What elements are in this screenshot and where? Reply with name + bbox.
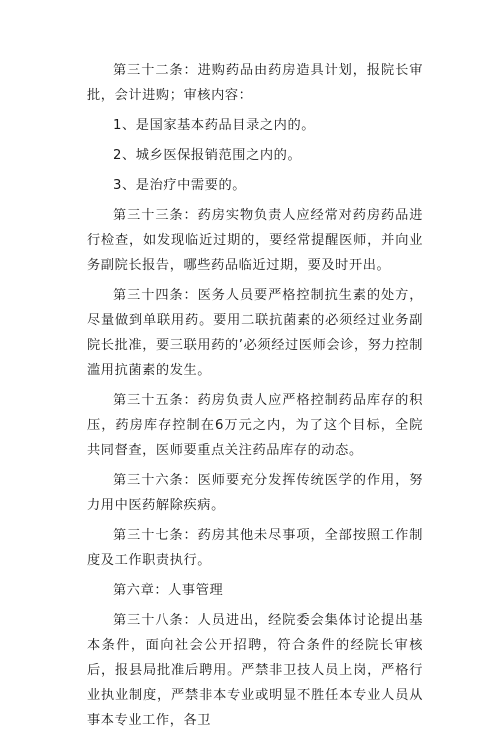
paragraph-article-38: 第三十八条：人员进出，经院委会集体讨论提出基本条件，面向社会公开招聘，符合条件的经院长审核后，报县局批准后聘用。严禁非卫技人员上岗，严格行业执业制度，严禁非本专业或明显不胜任本专业人员从事本专业工作，各卫	[87, 613, 423, 728]
paragraph-article-34: 第三十四条：医务人员要严格控制抗生素的处方，尽量做到单联用药。要用二联抗菌素的必须经过业务副院长批准，要三联用药的’必须经过医师会诊，努力控制滥用抗菌素的发生。	[87, 288, 423, 378]
list-item-3: 3、是治疗中需要的。	[113, 178, 247, 193]
list-item-1: 1、是国家基本药品目录之内的。	[113, 118, 316, 133]
paragraph-article-37: 第三十七条：药房其他未尽事项，全部按照工作制度及工作职责执行。	[87, 528, 423, 568]
paragraph-article-35: 第三十五条：药房负责人应严格控制药品库存的积压，药房库存控制在6万元之内，为了这个目标，全院共同督查，医师要重点关注药品库存的动态。	[87, 393, 423, 458]
paragraph-article-32: 第三十二条：进购药品由药房造具计划，报院长审批，会计进购；审核内容：	[87, 63, 423, 103]
chapter-heading: 第六章：人事管理	[113, 583, 224, 598]
paragraph-article-36: 第三十六条：医师要充分发挥传统医学的作用，努力用中医药解除疾病。	[87, 473, 423, 513]
list-item-2: 2、城乡医保报销范围之内的。	[113, 148, 302, 163]
paragraph-article-33: 第三十三条：药房实物负责人应经常对药房药品进行检查，如发现临近过期的，要经常提醒医师，并向业务副院长报告，哪些药品临近过期，要及时开出。	[87, 208, 423, 273]
document-body	[87, 58, 423, 738]
